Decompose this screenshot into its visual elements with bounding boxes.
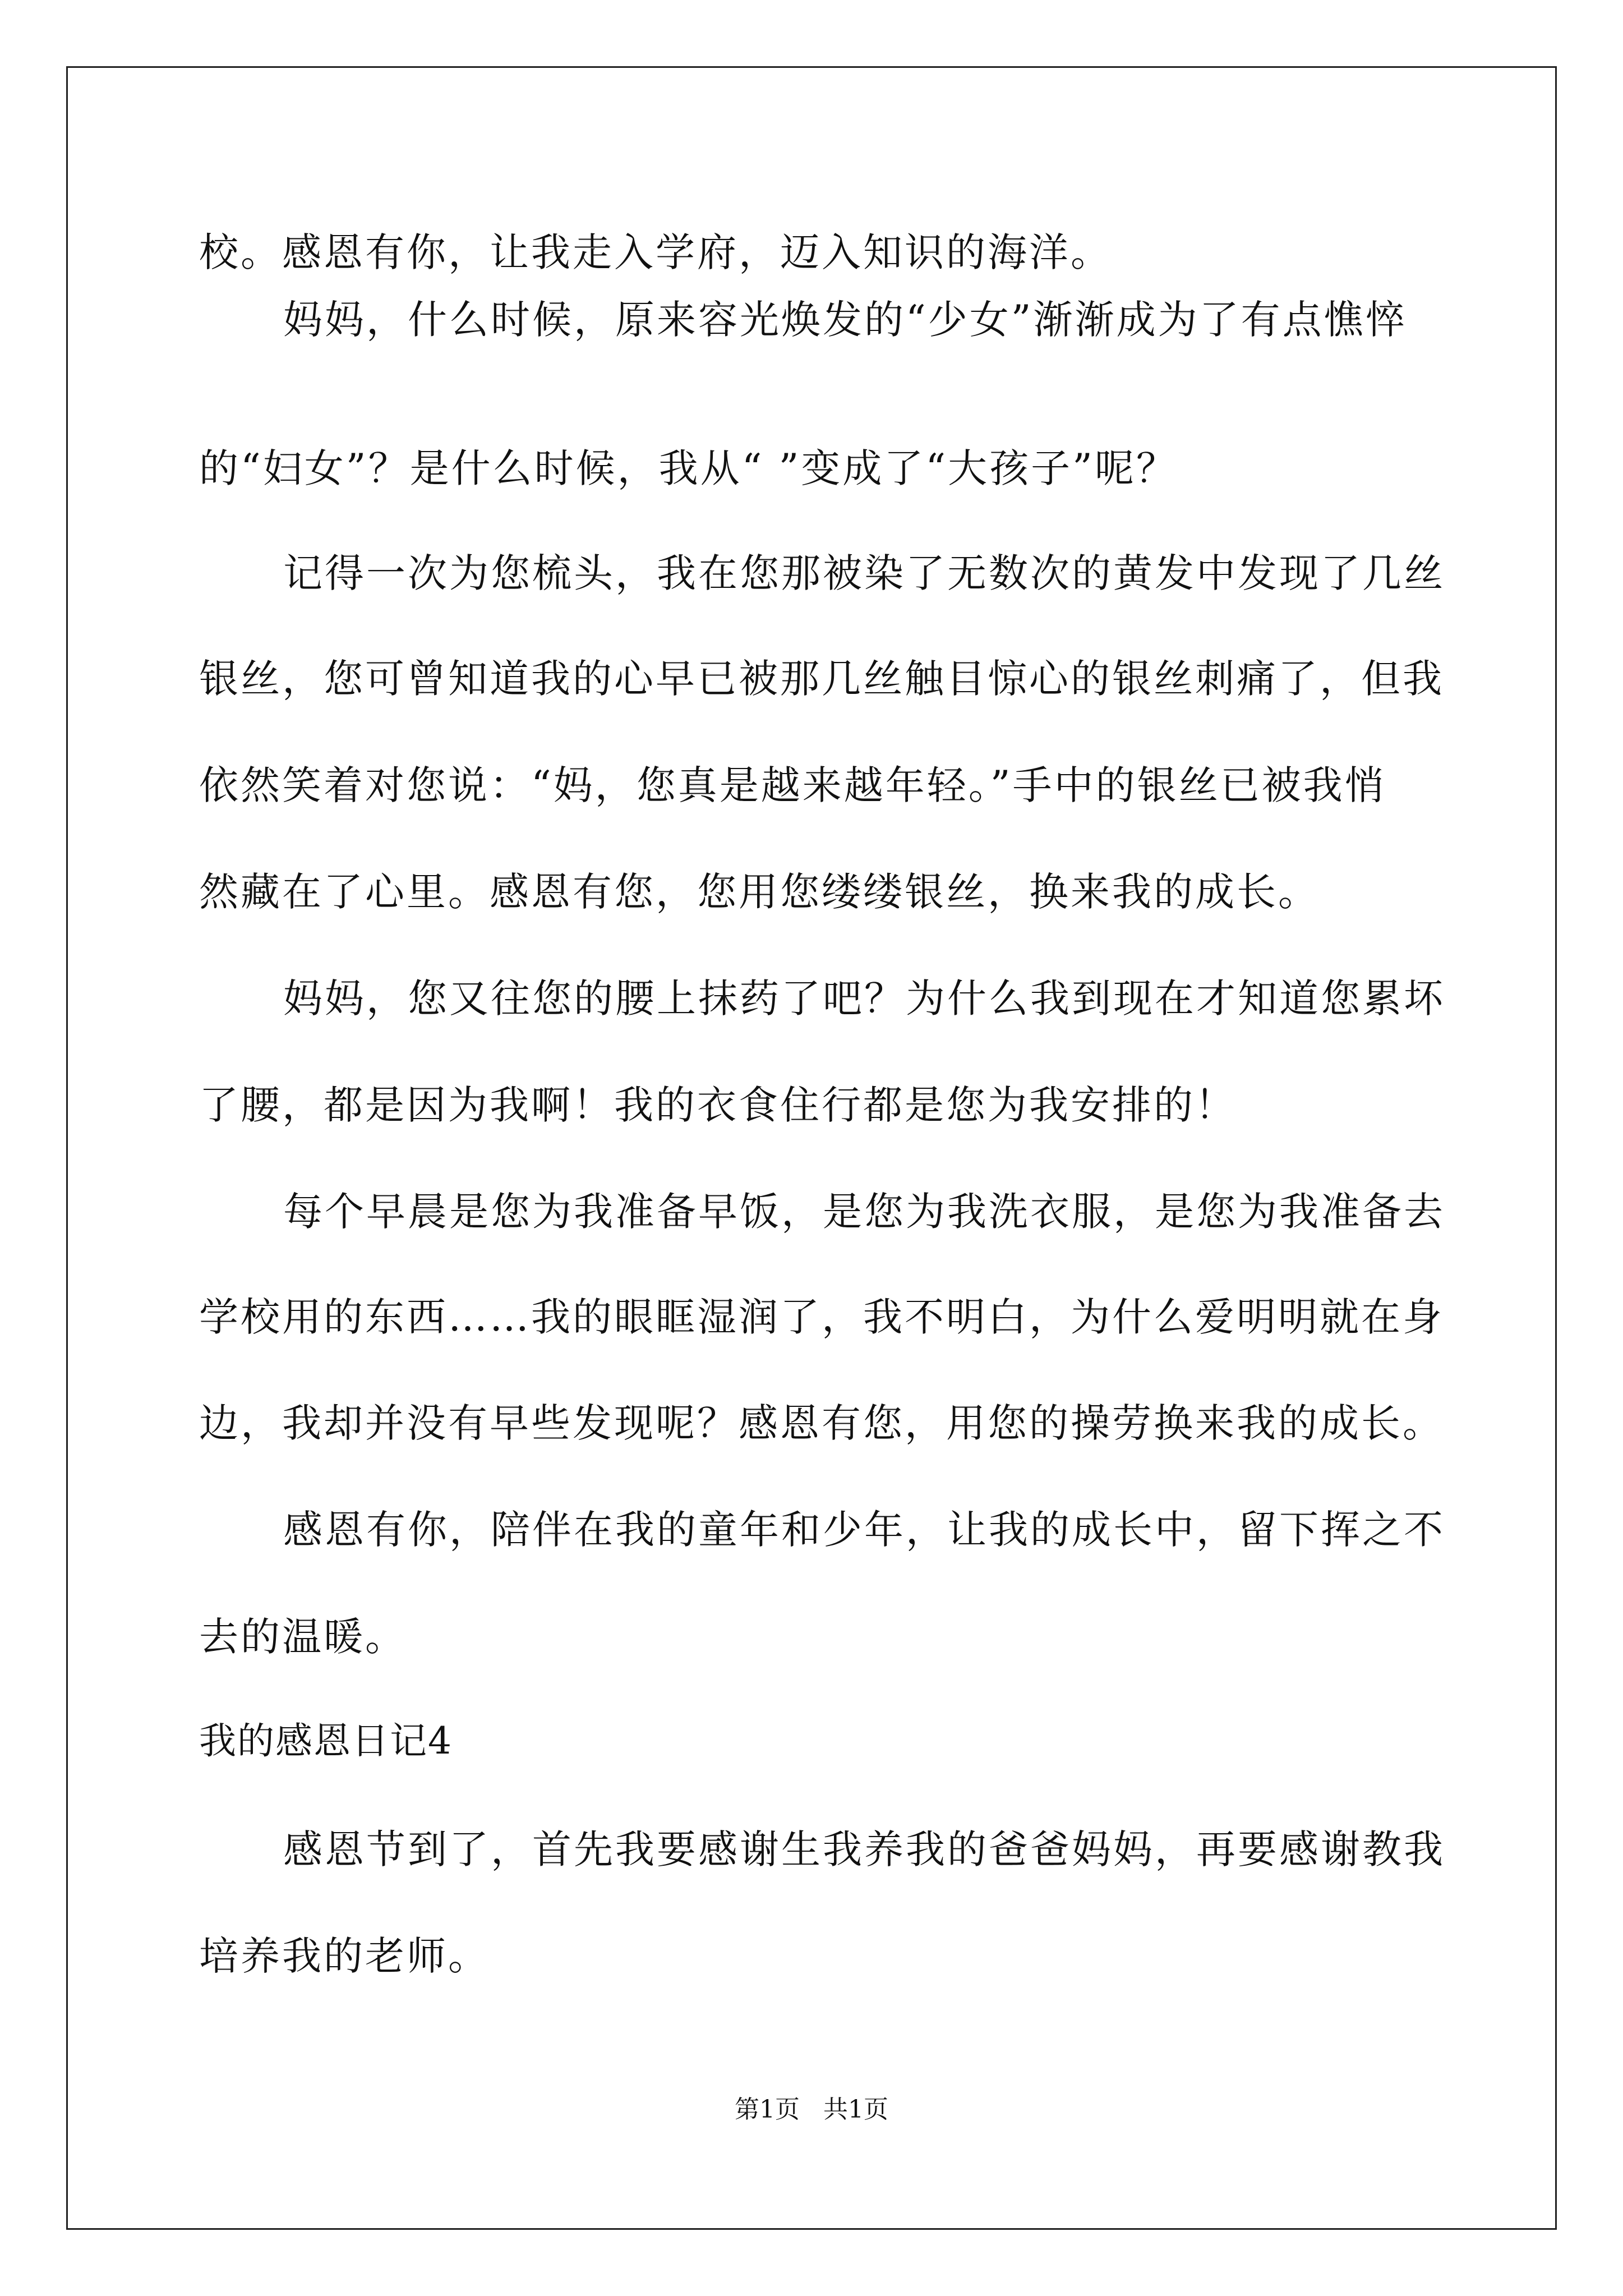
body-line: 学校用的东西……我的眼眶湿润了，我不明白，为什么爱明明就在身 [199, 1294, 1444, 1340]
paragraph-start-line: 感恩有你，陪伴在我的童年和少年，让我的成长中，留下挥之不 [283, 1507, 1445, 1553]
body-line: 校。感恩有你，让我走入学府，迈入知识的海洋。 [199, 229, 1112, 275]
body-line: 了腰，都是因为我啊！我的衣食住行都是您为我安排的！ [199, 1082, 1237, 1128]
paragraph-start-line: 妈妈，什么时候，原来容光焕发的“少女”渐渐成为了有点憔悴 [283, 297, 1407, 343]
page-footer: 第1页 共1页 [735, 2095, 888, 2124]
paragraph-start-line: 妈妈，您又往您的腰上抹药了吧？为什么我到现在才知道您累坏 [283, 976, 1445, 1022]
body-line: 银丝，您可曾知道我的心早已被那几丝触目惊心的银丝刺痛了，但我 [199, 656, 1444, 702]
body-line: 边，我却并没有早些发现呢？感恩有您，用您的操劳换来我的成长。 [199, 1400, 1444, 1446]
section-heading: 我的感恩日记4 [199, 1719, 453, 1763]
body-line: 去的温暖。 [199, 1614, 407, 1660]
body-line: 依然笑着对您说：“妈，您真是越来越年轻。”手中的银丝已被我悄 [199, 762, 1386, 808]
paragraph-start-line: 感恩节到了，首先我要感谢生我养我的爸爸妈妈，再要感谢教我 [283, 1826, 1445, 1872]
page-border [66, 66, 1557, 2230]
paragraph-start-line: 每个早晨是您为我准备早饭，是您为我洗衣服，是您为我准备去 [283, 1189, 1445, 1235]
paragraph-start-line: 记得一次为您梳头，我在您那被染了无数次的黄发中发现了几丝 [283, 550, 1445, 596]
body-line: 然藏在了心里。感恩有您，您用您缕缕银丝，换来我的成长。 [199, 869, 1320, 915]
body-line: 培养我的老师。 [199, 1933, 490, 1979]
body-line: 的“妇女”？是什么时候，我从“ ”变成了“大孩子”呢？ [199, 445, 1178, 491]
